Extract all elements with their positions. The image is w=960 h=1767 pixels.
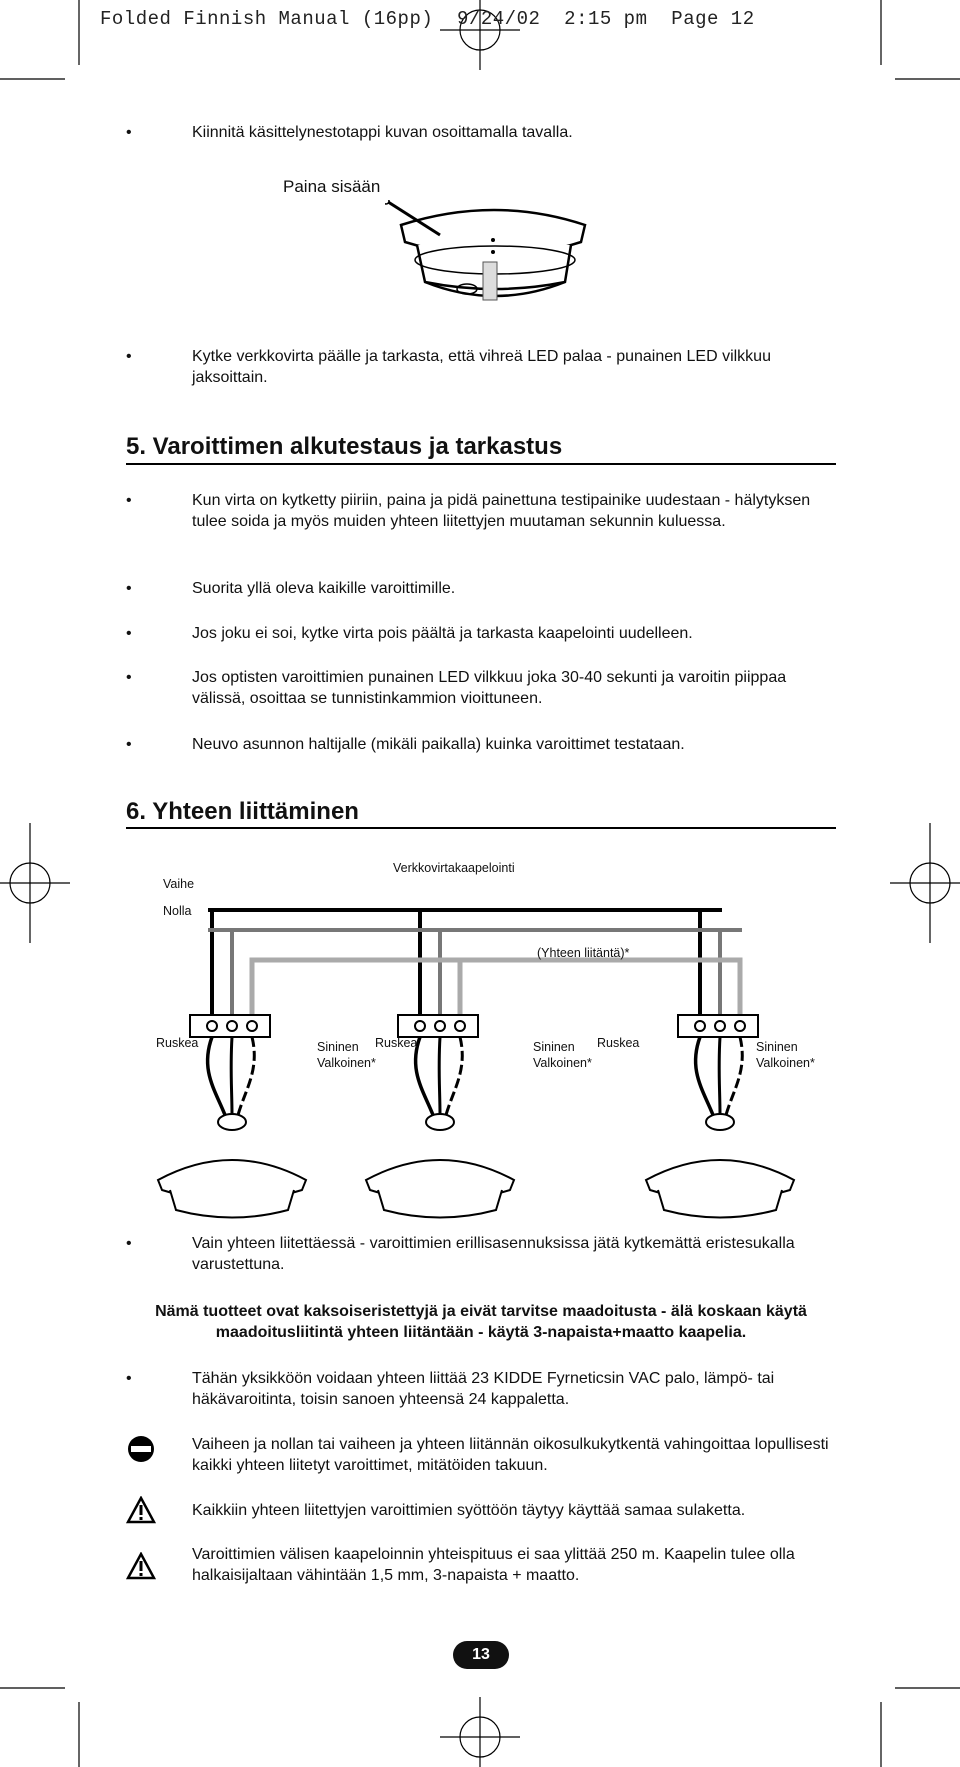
list-item xyxy=(126,667,840,709)
note-text: Varoittimien välisen kaapeloinnin yhteispituus ei saa ylittää 250 m. Kaapelin tulee olla halkaisijaltaan vähintään 1,5 mm, 3-napaista + maatto. xyxy=(192,1546,795,1584)
bullet-text: Neuvo asunnon haltijalle (mikäli paikalla) kuinka varoittimet testataan. xyxy=(192,736,685,753)
section-rule xyxy=(126,463,836,465)
list-item xyxy=(126,623,840,644)
section-rule xyxy=(126,827,836,829)
label-brown: Ruskea xyxy=(156,1036,199,1050)
bullet-icon: • xyxy=(126,1370,132,1387)
bullet-text: Suorita yllä oleva kaikille varoittimille. xyxy=(192,580,456,597)
label-blue: Sininen xyxy=(756,1040,798,1054)
label-brown: Ruskea xyxy=(375,1036,418,1050)
bullet-icon: • xyxy=(126,736,132,753)
detector-pin-illustration xyxy=(385,200,605,320)
label-brown: Ruskea xyxy=(597,1036,640,1050)
bullet-icon: • xyxy=(126,492,132,509)
label-white: Valkoinen* xyxy=(533,1056,592,1070)
list-item xyxy=(126,122,840,143)
bullet-icon: • xyxy=(126,348,132,365)
list-item xyxy=(126,346,840,388)
label-mains-cabling: Verkkovirtakaapelointi xyxy=(393,861,515,875)
label-blue: Sininen xyxy=(533,1040,575,1054)
list-item xyxy=(126,490,840,532)
warning-triangle-icon xyxy=(126,1552,156,1580)
list-item xyxy=(126,1368,840,1410)
section-heading-6: 6. Yhteen liittäminen xyxy=(126,798,359,825)
bold-warning: Nämä tuotteet ovat kaksoiseristettyjä ja eivät tarvitse maadoitusta - älä koskaan käytä maadoitusliitintä yhteen liitäntään - käytä 3-napaista+maatto kaapelia. xyxy=(155,1303,807,1341)
list-item xyxy=(126,734,840,755)
bullet-text: Kun virta on kytketty piiriin, paina ja pidä painettuna testipainike uudestaan - hälytyksen tulee soida ja myös muiden yhteen liitettyjen muutaman sekunnin kuluessa. xyxy=(192,492,811,530)
bullet-icon: • xyxy=(126,1235,132,1252)
label-phase: Vaihe xyxy=(163,877,195,891)
bullet-text: Vain yhteen liitettäessä - varoittimien erillisasennuksissa jätä kytkemättä eristesukalla varustettuna. xyxy=(192,1235,795,1273)
prohibition-icon xyxy=(126,1434,156,1464)
label-white: Valkoinen* xyxy=(317,1056,376,1070)
bullet-icon: • xyxy=(126,124,132,141)
bullet-text: Kytke verkkovirta päälle ja tarkasta, että vihreä LED palaa - punainen LED vilkkuu jaksoittain. xyxy=(192,348,771,386)
bullet-text: Jos joku ei soi, kytke virta pois päältä ja tarkasta kaapelointi uudelleen. xyxy=(192,625,693,642)
label-blue: Sininen xyxy=(317,1040,359,1054)
note-item xyxy=(126,1500,840,1521)
bullet-icon: • xyxy=(126,625,132,642)
figure-label-press: Paina sisään xyxy=(283,177,381,196)
interconnect-wiring-diagram xyxy=(120,850,840,1220)
note-text: Kaikkiin yhteen liitettyjen varoittimien syöttöön täytyy käyttää samaa sulaketta. xyxy=(192,1502,746,1519)
note-text: Vaiheen ja nollan tai vaiheen ja yhteen liitännän oikosulkukytkentä vahingoittaa lopullisesti kaikki yhteen liitetyt varoittimet, mitätöiden takuun. xyxy=(192,1436,829,1474)
bullet-text: Tähän yksikköön voidaan yhteen liittää 23 KIDDE Fyrneticsin VAC palo, lämpö- tai häkävaroitinta, toisin sanoen yhteensä 24 kappaletta. xyxy=(192,1370,775,1408)
list-item xyxy=(126,578,840,599)
note-item xyxy=(126,1544,840,1586)
section-heading-5: 5. Varoittimen alkutestaus ja tarkastus xyxy=(126,433,563,460)
bullet-text: Kiinnitä käsittelynestotappi kuvan osoittamalla tavalla. xyxy=(192,124,573,141)
list-item xyxy=(126,1233,840,1275)
warning-triangle-icon xyxy=(126,1496,156,1524)
label-neutral: Nolla xyxy=(163,904,192,918)
label-white: Valkoinen* xyxy=(756,1056,815,1070)
print-header: Folded Finnish Manual (16pp) 9/24/02 2:15 pm Page 12 xyxy=(100,8,755,30)
bullet-text: Jos optisten varoittimien punainen LED vilkkuu joka 30-40 sekunti ja varoitin piippaa välissä, osoittaa se tunnistinkammion vioittuneen. xyxy=(192,669,787,707)
page-number: 13 xyxy=(453,1641,509,1669)
bullet-icon: • xyxy=(126,580,132,597)
label-interconnect: (Yhteen liitäntä)* xyxy=(537,946,630,960)
note-item xyxy=(126,1434,840,1476)
bullet-icon: • xyxy=(126,669,132,686)
